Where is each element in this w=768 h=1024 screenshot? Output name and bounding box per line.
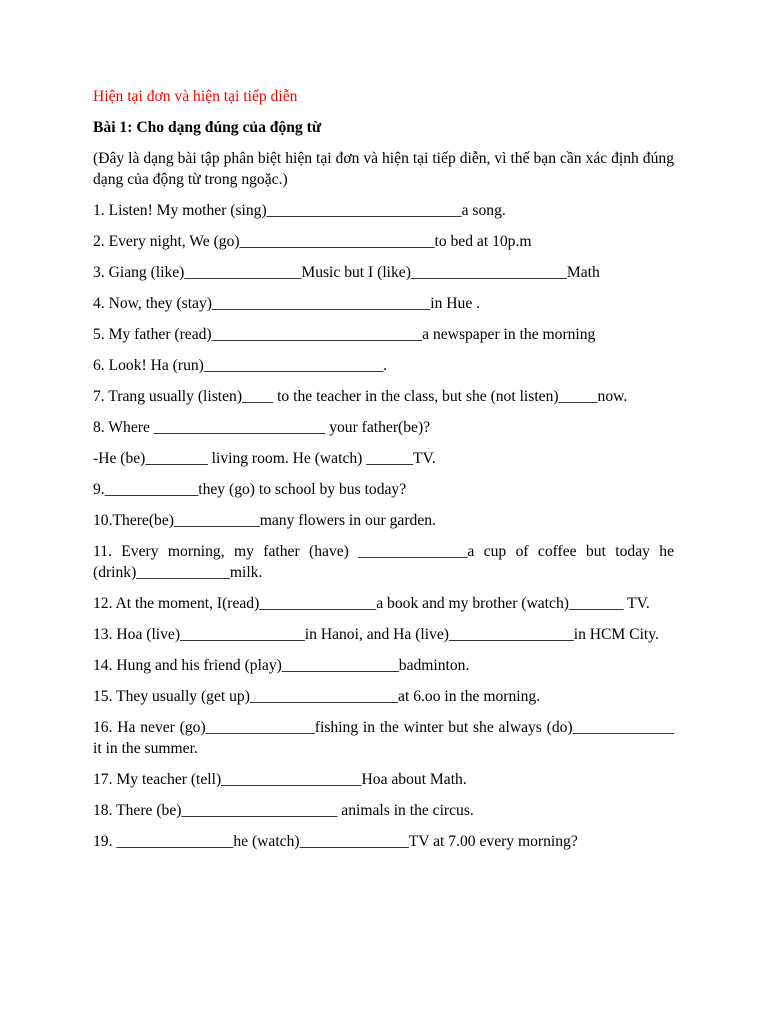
exercise-item-9: 9.____________they (go) to school by bus today? [93, 481, 407, 498]
document-page [93, 86, 674, 862]
exercise-item-3: 3. Giang (like)_______________Music but I (like)____________________Math [93, 264, 600, 281]
exercise-item-19: 19. _______________he (watch)______________TV at 7.00 every morning? [93, 833, 578, 850]
document-title: Hiện tại đơn và hiện tại tiếp diễn [93, 88, 298, 105]
exercise-item-16: 16. Ha never (go)______________fishing in the winter but she always (do)_____________ it in the summer. [93, 719, 674, 757]
exercise-item-18: 18. There (be)____________________ animals in the circus. [93, 802, 474, 819]
exercise-item-5: 5. My father (read)___________________________a newspaper in the morning [93, 326, 596, 343]
exercise-item-10: 10.There(be)___________many flowers in our garden. [93, 512, 436, 529]
exercise-item-1: 1. Listen! My mother (sing)_________________________a song. [93, 202, 506, 219]
exercise-item-13: 13. Hoa (live)________________in Hanoi, and Ha (live)________________in HCM City. [93, 626, 659, 643]
exercise-item-11: 11. Every morning, my father (have) ______________a cup of coffee but today he (drink)____________milk. [93, 543, 674, 581]
exercise-item-8-answer: -He (be)________ living room. He (watch) ______TV. [93, 450, 436, 467]
exercise-item-17: 17. My teacher (tell)__________________Hoa about Math. [93, 771, 467, 788]
exercise-heading: Bài 1: Cho dạng đúng của động từ [93, 119, 322, 136]
exercise-item-8: 8. Where ______________________ your father(be)? [93, 419, 431, 436]
exercise-instructions: (Đây là dạng bài tập phân biệt hiện tại đơn và hiện tại tiếp diễn, vì thế bạn cần xác định đúng dạng của động từ trong ngoặc.) [93, 150, 674, 188]
exercise-item-14: 14. Hung and his friend (play)_______________badminton. [93, 657, 470, 674]
exercise-item-7: 7. Trang usually (listen)____ to the teacher in the class, but she (not listen)_____now. [93, 388, 628, 405]
exercise-item-15: 15. They usually (get up)___________________at 6.oo in the morning. [93, 688, 541, 705]
exercise-item-4: 4. Now, they (stay)____________________________in Hue . [93, 295, 481, 312]
exercise-item-2: 2. Every night, We (go)_________________________to bed at 10p.m [93, 233, 532, 250]
exercise-item-6: 6. Look! Ha (run)_______________________. [93, 357, 388, 374]
exercise-item-12: 12. At the moment, I(read)_______________a book and my brother (watch)_______ TV. [93, 595, 650, 612]
